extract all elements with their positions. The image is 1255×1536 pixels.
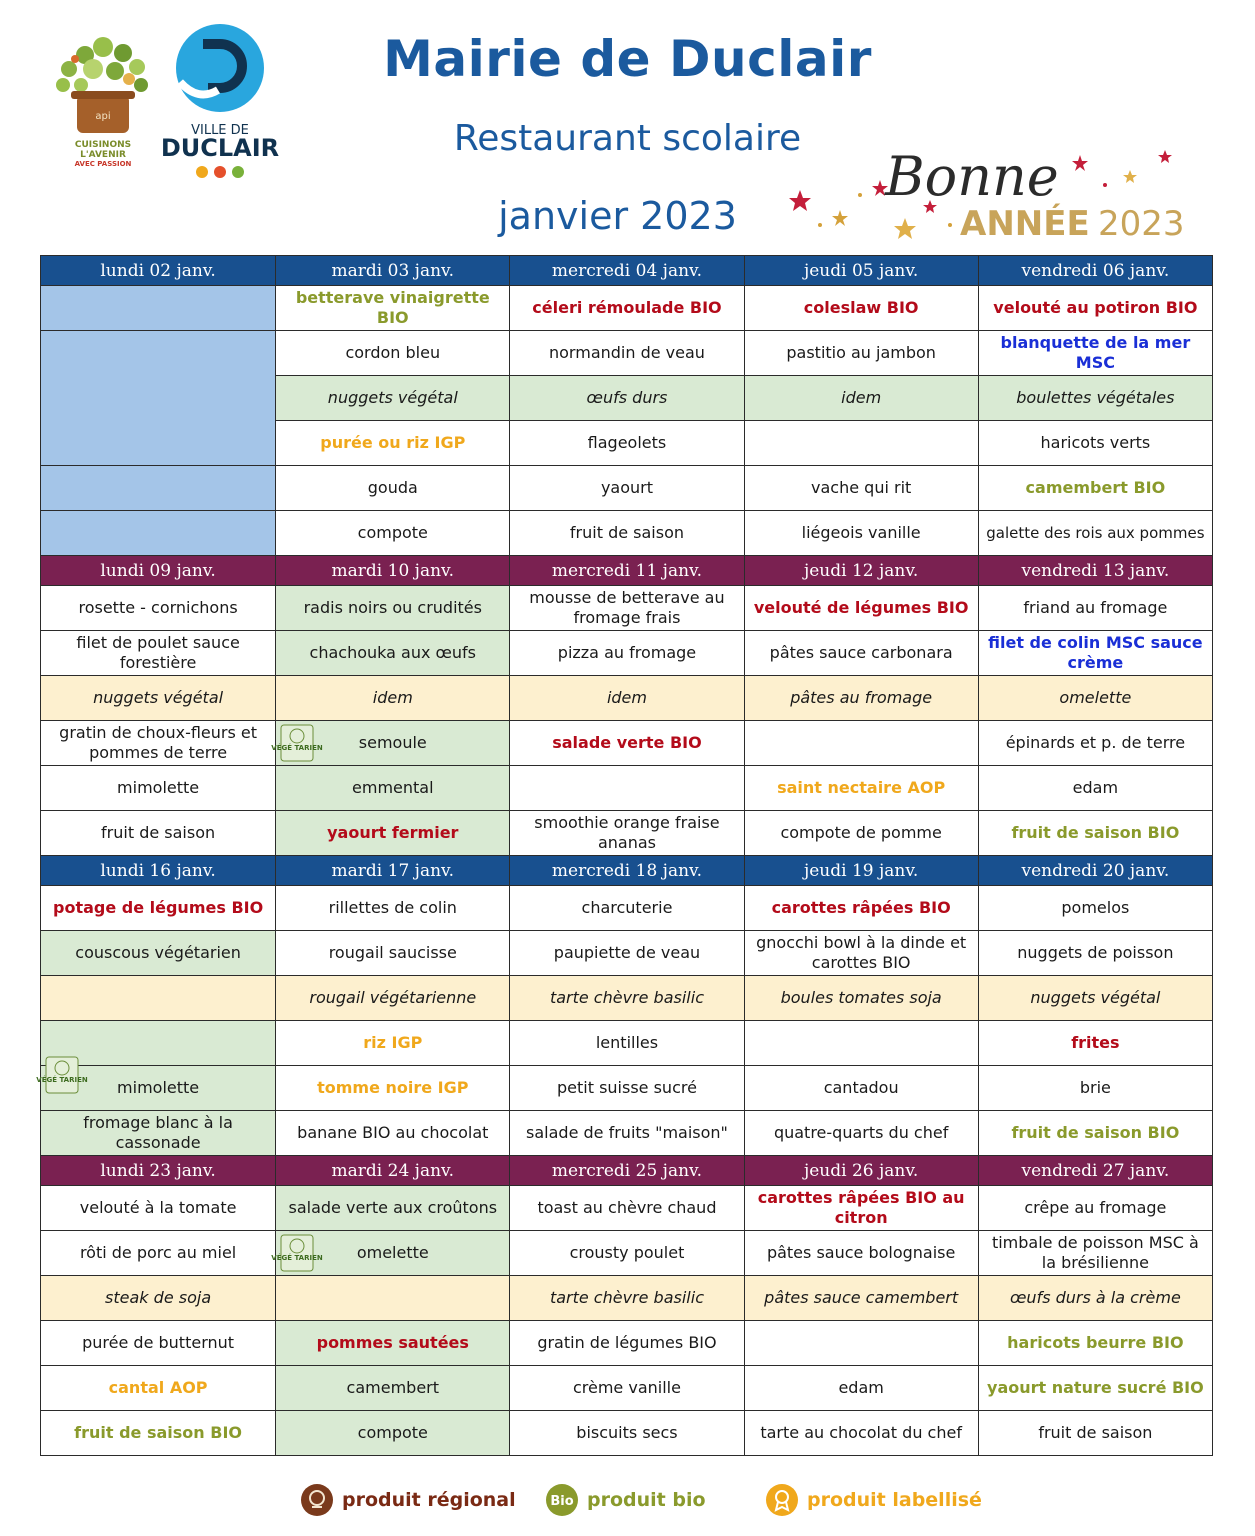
menu-row-dessert: [41, 511, 1213, 556]
day-header: vendredi 27 janv.: [978, 1156, 1212, 1186]
menu-row-dessert: [41, 1411, 1213, 1456]
day-header: lundi 02 janv.: [41, 256, 276, 286]
page-subtitle: Restaurant scolaire: [453, 118, 802, 159]
menu-cell: pomelos: [978, 886, 1212, 931]
menu-cell: gouda: [276, 466, 510, 511]
menu-cell: gratin de choux-fleurs et pommes de terre: [41, 721, 276, 766]
menu-row-starter: [41, 586, 1213, 631]
menu-row-starter: [41, 886, 1213, 931]
svg-text:VILLE DE: VILLE DE: [191, 123, 249, 138]
menu-cell: [276, 1276, 510, 1321]
menu-cell: idem: [276, 676, 510, 721]
menu-cell: vache qui rit: [744, 466, 978, 511]
menu-cell: steak de soja: [41, 1276, 276, 1321]
week-3-header: [41, 856, 1213, 886]
menu-cell: couscous végétarien: [41, 931, 276, 976]
menu-row-side: [41, 721, 1213, 766]
menu-cell: mimolette: [41, 766, 276, 811]
vegetarian-badge-icon: [271, 1234, 323, 1272]
menu-row-dairy: [41, 466, 1213, 511]
svg-text:AVEC PASSION: AVEC PASSION: [74, 160, 132, 168]
menu-cell: [744, 1021, 978, 1066]
menu-cell: petit suisse sucré: [510, 1066, 744, 1111]
menu-cell: pommes sautées: [276, 1321, 510, 1366]
menu-cell: [41, 511, 276, 556]
menu-cell: omelette: [978, 676, 1212, 721]
menu-cell-text: omelette: [356, 1243, 429, 1262]
menu-row-dessert: [41, 1111, 1213, 1156]
menu-cell: yaourt nature sucré BIO: [978, 1366, 1212, 1411]
menu-cell: friand au fromage: [978, 586, 1212, 631]
menu-cell: coleslaw BIO: [744, 286, 978, 331]
menu-cell: pâtes sauce bolognaise: [744, 1231, 978, 1276]
menu-cell: pâtes au fromage: [744, 676, 978, 721]
menu-cell: haricots verts: [978, 421, 1212, 466]
menu-cell: charcuterie: [510, 886, 744, 931]
menu-cell: velouté à la tomate: [41, 1186, 276, 1231]
menu-cell: [41, 466, 276, 511]
menu-cell: normandin de veau: [510, 331, 744, 376]
legend-regional-label: produit régional: [342, 1489, 516, 1511]
menu-cell: gnocchi bowl à la dinde et carottes BIO: [744, 931, 978, 976]
menu-cell: [744, 421, 978, 466]
day-header: lundi 23 janv.: [41, 1156, 276, 1186]
menu-cell: pâtes sauce carbonara: [744, 631, 978, 676]
menu-row-vegetarian: [41, 676, 1213, 721]
day-header: mercredi 25 janv.: [510, 1156, 744, 1186]
menu-row-starter: [41, 1186, 1213, 1231]
menu-cell: velouté au potiron BIO: [978, 286, 1212, 331]
menu-row-main: [41, 1231, 1213, 1276]
menu-cell: purée de butternut: [41, 1321, 276, 1366]
menu-cell: liégeois vanille: [744, 511, 978, 556]
menu-row-main: [41, 931, 1213, 976]
menu-cell: edam: [978, 766, 1212, 811]
menu-cell: compote: [276, 1411, 510, 1456]
menu-cell: edam: [744, 1366, 978, 1411]
menu-cell: toast au chèvre chaud: [510, 1186, 744, 1231]
menu-cell: crêpe au fromage: [978, 1186, 1212, 1231]
menu-cell: saint nectaire AOP: [744, 766, 978, 811]
menu-cell: haricots beurre BIO: [978, 1321, 1212, 1366]
day-header: mardi 17 janv.: [276, 856, 510, 886]
menu-cell: quatre-quarts du chef: [744, 1111, 978, 1156]
menu-cell: biscuits secs: [510, 1411, 744, 1456]
menu-cell: [41, 286, 276, 331]
menu-cell: nuggets végétal: [41, 676, 276, 721]
menu-cell: mousse de betterave au fromage frais: [510, 586, 744, 631]
menu-cell: [41, 976, 276, 1021]
svg-text:Bio: Bio: [550, 1494, 574, 1509]
svg-text:VÉGÉ TARIEN: VÉGÉ TARIEN: [36, 1076, 88, 1084]
menu-cell: rougail végétarienne: [276, 976, 510, 1021]
menu-row-side: [41, 1021, 1213, 1066]
menu-cell: salade verte BIO: [510, 721, 744, 766]
menu-cell: fruit de saison BIO: [978, 811, 1212, 856]
day-header: mercredi 04 janv.: [510, 256, 744, 286]
menu-cell: fruit de saison: [510, 511, 744, 556]
menu-cell: radis noirs ou crudités: [276, 586, 510, 631]
day-header: lundi 09 janv.: [41, 556, 276, 586]
header: [0, 0, 1255, 250]
menu-cell-text: mimolette: [117, 1078, 200, 1097]
menu-cell: brie: [978, 1066, 1212, 1111]
svg-text:ANNÉE: ANNÉE: [960, 204, 1090, 244]
menu-row-main: [41, 631, 1213, 676]
menu-cell: idem: [510, 676, 744, 721]
menu-cell: filet de colin MSC sauce crème: [978, 631, 1212, 676]
menu-cell: [271, 721, 510, 766]
menu-cell: gratin de légumes BIO: [510, 1321, 744, 1366]
menu-cell: timbale de poisson MSC à la brésilienne: [978, 1231, 1212, 1276]
legend-bio: [545, 1480, 706, 1520]
menu-cell: crème vanille: [510, 1366, 744, 1411]
menu-cell: galette des rois aux pommes: [978, 511, 1212, 556]
svg-text:DUCLAIR: DUCLAIR: [160, 134, 280, 162]
menu-row-dessert: [41, 811, 1213, 856]
menu-cell: riz IGP: [276, 1021, 510, 1066]
menu-cell: fromage blanc à la cassonade: [41, 1111, 276, 1156]
legend-labellise-label: produit labellisé: [807, 1489, 982, 1511]
menu-cell: pastitio au jambon: [744, 331, 978, 376]
day-header: mercredi 11 janv.: [510, 556, 744, 586]
menu-cell: crousty poulet: [510, 1231, 744, 1276]
menu-cell: camembert BIO: [978, 466, 1212, 511]
menu-cell: lentilles: [510, 1021, 744, 1066]
menu-cell: purée ou riz IGP: [276, 421, 510, 466]
menu-cell: emmental: [276, 766, 510, 811]
menu-cell: blanquette de la mer MSC: [978, 331, 1212, 376]
menu-cell: tarte chèvre basilic: [510, 976, 744, 1021]
menu-cell: [744, 1321, 978, 1366]
menu-cell: cantadou: [744, 1066, 978, 1111]
menu-cell: carottes râpées BIO au citron: [744, 1186, 978, 1231]
menu-cell: cordon bleu: [276, 331, 510, 376]
legend-regional: [300, 1480, 516, 1520]
day-header: jeudi 26 janv.: [744, 1156, 978, 1186]
menu-month: janvier 2023: [498, 194, 737, 238]
menu-cell: rosette - cornichons: [41, 586, 276, 631]
svg-text:L'AVENIR: L'AVENIR: [80, 150, 126, 160]
menu-cell: salade verte aux croûtons: [276, 1186, 510, 1231]
menu-cell: épinards et p. de terre: [978, 721, 1212, 766]
svg-text:VÉGÉ TARIEN: VÉGÉ TARIEN: [271, 744, 323, 752]
day-header: jeudi 05 janv.: [744, 256, 978, 286]
menu-row-dairy: [41, 766, 1213, 811]
menu-row-starter: [41, 286, 1213, 331]
menu-cell: cantal AOP: [41, 1366, 276, 1411]
menu-row-dairy: [41, 1366, 1213, 1411]
legend-bio-label: produit bio: [587, 1489, 706, 1511]
bio-product-icon: [545, 1483, 579, 1517]
menu-cell: carottes râpées BIO: [744, 886, 978, 931]
day-header: jeudi 19 janv.: [744, 856, 978, 886]
menu-cell: nuggets végétal: [276, 376, 510, 421]
menu-cell: [271, 1231, 510, 1276]
menu-cell: frites: [978, 1021, 1212, 1066]
day-header: mardi 24 janv.: [276, 1156, 510, 1186]
menu-cell: rougail saucisse: [276, 931, 510, 976]
menu-cell: fruit de saison: [41, 811, 276, 856]
vegetarian-badge-icon: [271, 724, 323, 762]
menu-cell: céleri rémoulade BIO: [510, 286, 744, 331]
menu-cell: rôti de porc au miel: [41, 1231, 276, 1276]
svg-text:VÉGÉ TARIEN: VÉGÉ TARIEN: [271, 1254, 323, 1262]
menu-cell: compote: [276, 511, 510, 556]
menu-cell: œufs durs à la crème: [978, 1276, 1212, 1321]
menu-cell: [41, 331, 276, 466]
menu-cell: compote de pomme: [744, 811, 978, 856]
menu-table: [36, 255, 1213, 1456]
menu-cell: [36, 1066, 276, 1111]
day-header: vendredi 06 janv.: [978, 256, 1212, 286]
menu-cell: tarte au chocolat du chef: [744, 1411, 978, 1456]
menu-row-vegetarian: [41, 976, 1213, 1021]
day-header: vendredi 20 janv.: [978, 856, 1212, 886]
day-header: jeudi 12 janv.: [744, 556, 978, 586]
day-header: mardi 10 janv.: [276, 556, 510, 586]
menu-row-main: [41, 331, 1213, 376]
menu-cell: smoothie orange fraise ananas: [510, 811, 744, 856]
menu-cell: [510, 766, 744, 811]
menu-cell: pâtes sauce camembert: [744, 1276, 978, 1321]
menu-cell: boulettes végétales: [978, 376, 1212, 421]
label-rouge-icon: [765, 1483, 799, 1517]
menu-cell: betterave vinaigrette BIO: [276, 286, 510, 331]
menu-cell: fruit de saison BIO: [41, 1411, 276, 1456]
legend-labellise: [765, 1480, 982, 1520]
menu-cell: nuggets de poisson: [978, 931, 1212, 976]
regional-product-icon: [300, 1483, 334, 1517]
menu-cell: rillettes de colin: [276, 886, 510, 931]
svg-text:Bonne: Bonne: [885, 145, 1059, 208]
menu-row-side: [41, 1321, 1213, 1366]
menu-cell: potage de légumes BIO: [41, 886, 276, 931]
menu-cell: tarte chèvre basilic: [510, 1276, 744, 1321]
vegetarian-badge-icon: [36, 1056, 88, 1094]
menu-cell: banane BIO au chocolat: [276, 1111, 510, 1156]
menu-cell: tomme noire IGP: [276, 1066, 510, 1111]
day-header: vendredi 13 janv.: [978, 556, 1212, 586]
week-4-header: [41, 1156, 1213, 1186]
day-header: mercredi 18 janv.: [510, 856, 744, 886]
menu-cell: yaourt fermier: [276, 811, 510, 856]
svg-text:CUISINONS: CUISINONS: [74, 140, 132, 150]
menu-cell: paupiette de veau: [510, 931, 744, 976]
menu-cell: nuggets végétal: [978, 976, 1212, 1021]
week-1-header: [41, 256, 1213, 286]
menu-cell: camembert: [276, 1366, 510, 1411]
week-2-header: [41, 556, 1213, 586]
menu-cell-text: semoule: [358, 733, 427, 752]
svg-text:api: api: [95, 111, 111, 122]
bonne-annee-greeting: [780, 140, 1190, 250]
menu-cell: pizza au fromage: [510, 631, 744, 676]
menu-cell: fruit de saison BIO: [978, 1111, 1212, 1156]
menu-cell: filet de poulet sauce forestière: [41, 631, 276, 676]
menu-cell: salade de fruits "maison": [510, 1111, 744, 1156]
menu-cell: œufs durs: [510, 376, 744, 421]
menu-cell: idem: [744, 376, 978, 421]
menu-cell: yaourt: [510, 466, 744, 511]
svg-text:2023: 2023: [1098, 204, 1185, 244]
menu-cell: boules tomates soja: [744, 976, 978, 1021]
page-title: Mairie de Duclair: [383, 30, 872, 88]
menu-row-vegetarian: [41, 1276, 1213, 1321]
day-header: mardi 03 janv.: [276, 256, 510, 286]
menu-cell: flageolets: [510, 421, 744, 466]
menu-cell: [744, 721, 978, 766]
menu-cell: fruit de saison: [978, 1411, 1212, 1456]
menu-row-dairy: [41, 1066, 1213, 1111]
day-header: lundi 16 janv.: [41, 856, 276, 886]
menu-cell: chachouka aux œufs: [276, 631, 510, 676]
menu-cell: velouté de légumes BIO: [744, 586, 978, 631]
